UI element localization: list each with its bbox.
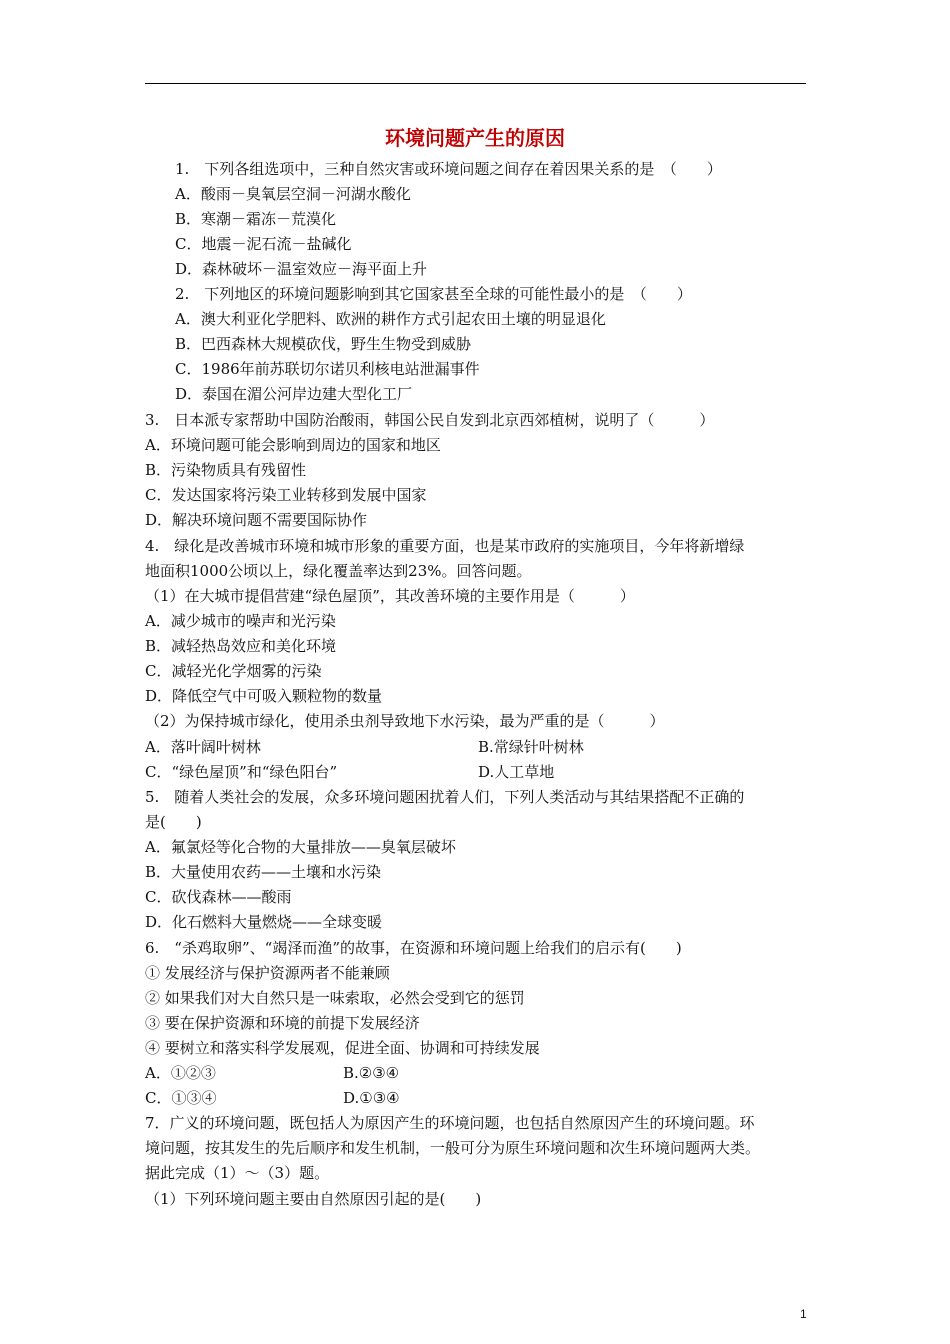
page-number: 1 xyxy=(800,1307,807,1321)
text-line-q7: 7．广义的环境问题，既包括人为原因产生的环境问题，也包括自然原因产生的环境问题。环 xyxy=(145,1114,755,1132)
q4s2-option-c: C．“绿色屋顶”和“绿色阳台” xyxy=(145,763,338,781)
text-line-q4: 4. 绿化是改善城市环境和城市形象的重要方面，也是某市政府的实施项目，今年将新增绿 xyxy=(145,537,745,555)
text-line-q5: 5. 随着人类社会的发展，众多环境问题困扰着人们，下列人类活动与其结果搭配不正确的 xyxy=(145,788,745,806)
text-line-q1b: B．寒潮－霜冻－荒漠化 xyxy=(175,210,337,228)
text-line-q4s1a: A．减少城市的噪声和光污染 xyxy=(145,612,336,630)
text-line-q4s1c: C．减轻光化学烟雾的污染 xyxy=(145,662,322,680)
q4s2-option-a: A．落叶阔叶树林 xyxy=(145,738,261,756)
q4s2-option-b: B.常绿针叶树林 xyxy=(478,738,584,756)
text-line-q7c: 据此完成（1）～（3）题。 xyxy=(145,1164,330,1182)
text-line-q3c: C．发达国家将污染工业转移到发展中国家 xyxy=(145,486,427,504)
text-line-q1: 1. 下列各组选项中，三种自然灾害或环境问题之间存在着因果关系的是 （ ） xyxy=(175,160,722,178)
text-line-q5d1: D．化石燃料大量燃烧——全球变暖 xyxy=(145,913,383,931)
text-line-q3b: B．污染物质具有残留性 xyxy=(145,461,307,479)
text-line-q4s2: （2）为保持城市绿化，使用杀虫剂导致地下水污染，最为严重的是（ ） xyxy=(145,712,665,730)
text-line-q1a: A．酸雨－臭氧层空洞－河湖水酸化 xyxy=(175,185,411,203)
text-line-q4s1d: D．降低空气中可吸入颗粒物的数量 xyxy=(145,687,383,705)
text-line-q2a: A．澳大利亚化学肥料、欧洲的耕作方式引起农田土壤的明显退化 xyxy=(175,310,606,328)
q4s2-option-d: D.人工草地 xyxy=(478,763,555,781)
text-line-q6: 6. “杀鸡取卵”、“竭泽而渔”的故事，在资源和环境问题上给我们的启示有( ) xyxy=(145,939,682,957)
q6-option-c: C．①③④ xyxy=(145,1089,217,1107)
text-line-q5a1: A．氟氯烃等化合物的大量排放——臭氧层破坏 xyxy=(145,838,456,856)
page-title: 环境问题产生的原因 xyxy=(385,126,565,150)
text-line-q2d: D．泰国在湄公河岸边建大型化工厂 xyxy=(175,385,413,403)
text-line-q1d: D．森林破坏－温室效应－海平面上升 xyxy=(175,260,428,278)
q6-option-b: B.②③④ xyxy=(343,1064,400,1082)
text-line-q6s4: ④ 要树立和落实科学发展观，促进全面、协调和可持续发展 xyxy=(145,1039,540,1057)
text-line-q3a: A．环境问题可能会影响到周边的国家和地区 xyxy=(145,436,441,454)
text-line-q2c: C．1986年前苏联切尔诺贝利核电站泄漏事件 xyxy=(175,360,480,378)
text-line-q2b: B．巴西森林大规模砍伐，野生生物受到威胁 xyxy=(175,335,472,353)
header-rule xyxy=(145,83,806,84)
text-line-q5b: 是( ) xyxy=(145,813,202,831)
text-line-q7s1: （1）下列环境问题主要由自然原因引起的是( ) xyxy=(145,1190,482,1208)
text-line-q4b: 地面积1000公顷以上，绿化覆盖率达到23%。回答问题。 xyxy=(145,562,532,580)
q6-option-a: A．①②③ xyxy=(145,1064,216,1082)
text-line-q2: 2. 下列地区的环境问题影响到其它国家甚至全球的可能性最小的是 （ ） xyxy=(175,285,692,303)
text-line-q4s1: （1）在大城市提倡营建“绿色屋顶”，其改善环境的主要作用是（ ） xyxy=(145,587,635,605)
q6-option-d: D.①③④ xyxy=(343,1089,400,1107)
text-line-q3: 3. 日本派专家帮助中国防治酸雨，韩国公民自发到北京西郊植树，说明了（ ） xyxy=(145,411,715,429)
text-line-q6s2: ② 如果我们对大自然只是一味索取，必然会受到它的惩罚 xyxy=(145,989,525,1007)
text-line-q5b1: B．大量使用农药——土壤和水污染 xyxy=(145,863,382,881)
text-line-q4s1b: B．减轻热岛效应和美化环境 xyxy=(145,637,337,655)
text-line-q6s1: ① 发展经济与保护资源两者不能兼顾 xyxy=(145,964,390,982)
text-line-q1c: C．地震－泥石流－盐碱化 xyxy=(175,235,352,253)
text-line-q6s3: ③ 要在保护资源和环境的前提下发展经济 xyxy=(145,1014,420,1032)
text-line-q3d: D．解决环境问题不需要国际协作 xyxy=(145,511,368,529)
text-line-q7b: 境问题，按其发生的先后顺序和发生机制，一般可分为原生环境问题和次生环境问题两大类。 xyxy=(145,1139,761,1157)
text-line-q5c1: C．砍伐森林——酸雨 xyxy=(145,888,292,906)
